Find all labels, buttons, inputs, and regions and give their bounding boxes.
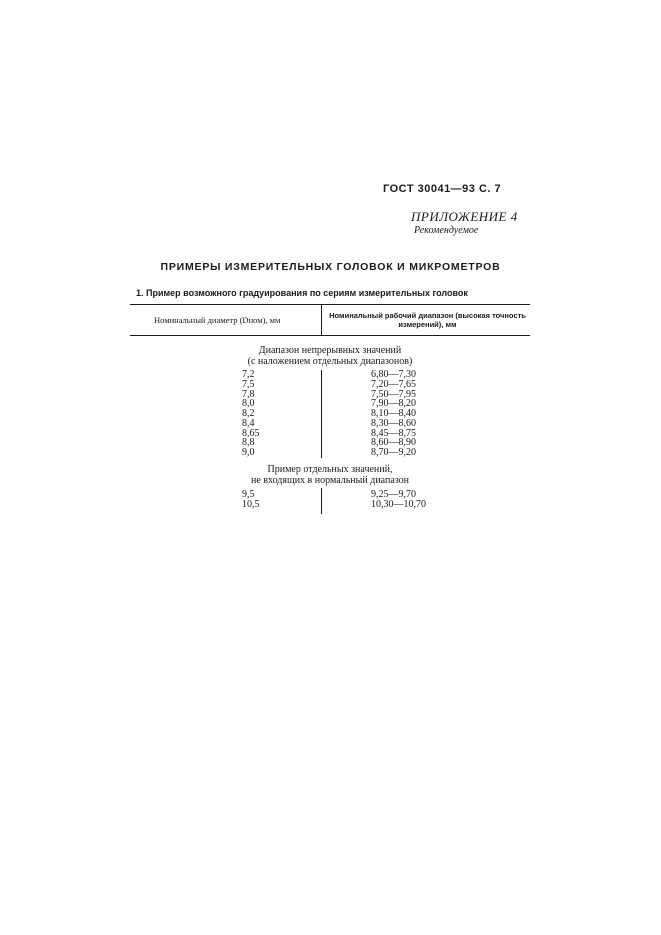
table-column-divider — [321, 370, 322, 458]
nominal-value: 7,8 — [242, 389, 255, 400]
appendix-label: ПРИЛОЖЕНИЕ 4 — [411, 209, 518, 224]
column-header-nominal-diameter: Номинальный диаметр (Dном), мм — [154, 315, 281, 325]
page-title: ПРИМЕРЫ ИЗМЕРИТЕЛЬНЫХ ГОЛОВОК И МИКРОМЕТРОВ — [160, 261, 501, 273]
column-header-working-range: Номинальный рабочий диапазон (высокая точность измерений), мм — [329, 311, 526, 329]
nominal-value: 8,4 — [242, 418, 255, 429]
range-value: 6,80—7,30 — [371, 369, 416, 380]
range-value: 10,30—10,70 — [371, 499, 426, 510]
table-header-divider — [321, 304, 322, 336]
nominal-value: 8,65 — [242, 428, 260, 439]
nominal-value: 7,5 — [242, 379, 255, 390]
group-caption — [130, 465, 530, 486]
group-caption-line: не входящих в нормальный диапазон — [250, 474, 410, 486]
nominal-value: 7,2 — [242, 369, 255, 380]
group-caption-line: Пример отдельных значений, — [267, 464, 393, 475]
range-value: 7,90—8,20 — [371, 398, 416, 409]
table-column-divider — [321, 488, 322, 514]
group-caption-line: Диапазон непрерывных значений — [258, 345, 402, 356]
section-title: 1. Пример возможного градуирования по сериям измерительных головок — [136, 288, 468, 298]
nominal-value: 9,5 — [242, 489, 255, 500]
table-top-rule — [130, 304, 530, 305]
nominal-value: 8,0 — [242, 398, 255, 409]
range-value: 9,25—9,70 — [371, 489, 416, 500]
nominal-value: 9,0 — [242, 447, 255, 458]
range-value: 8,30—8,60 — [371, 418, 416, 429]
nominal-value: 8,8 — [242, 437, 255, 448]
group-caption — [130, 346, 530, 367]
group-caption-line: (с наложением отдельных диапазонов) — [247, 355, 413, 367]
range-value: 7,20—7,65 — [371, 379, 416, 390]
table-header-rule — [130, 335, 530, 336]
range-value: 8,45—8,75 — [371, 428, 416, 439]
appendix-status: Рекомендуемое — [414, 225, 479, 236]
range-value: 7,50—7,95 — [371, 389, 416, 400]
range-value: 8,10—8,40 — [371, 408, 416, 419]
range-value: 8,60—8,90 — [371, 437, 416, 448]
range-value: 8,70—9,20 — [371, 447, 416, 458]
nominal-value: 8,2 — [242, 408, 255, 419]
standard-code: ГОСТ 30041—93 С. 7 — [383, 183, 502, 195]
nominal-value: 10,5 — [242, 499, 260, 510]
